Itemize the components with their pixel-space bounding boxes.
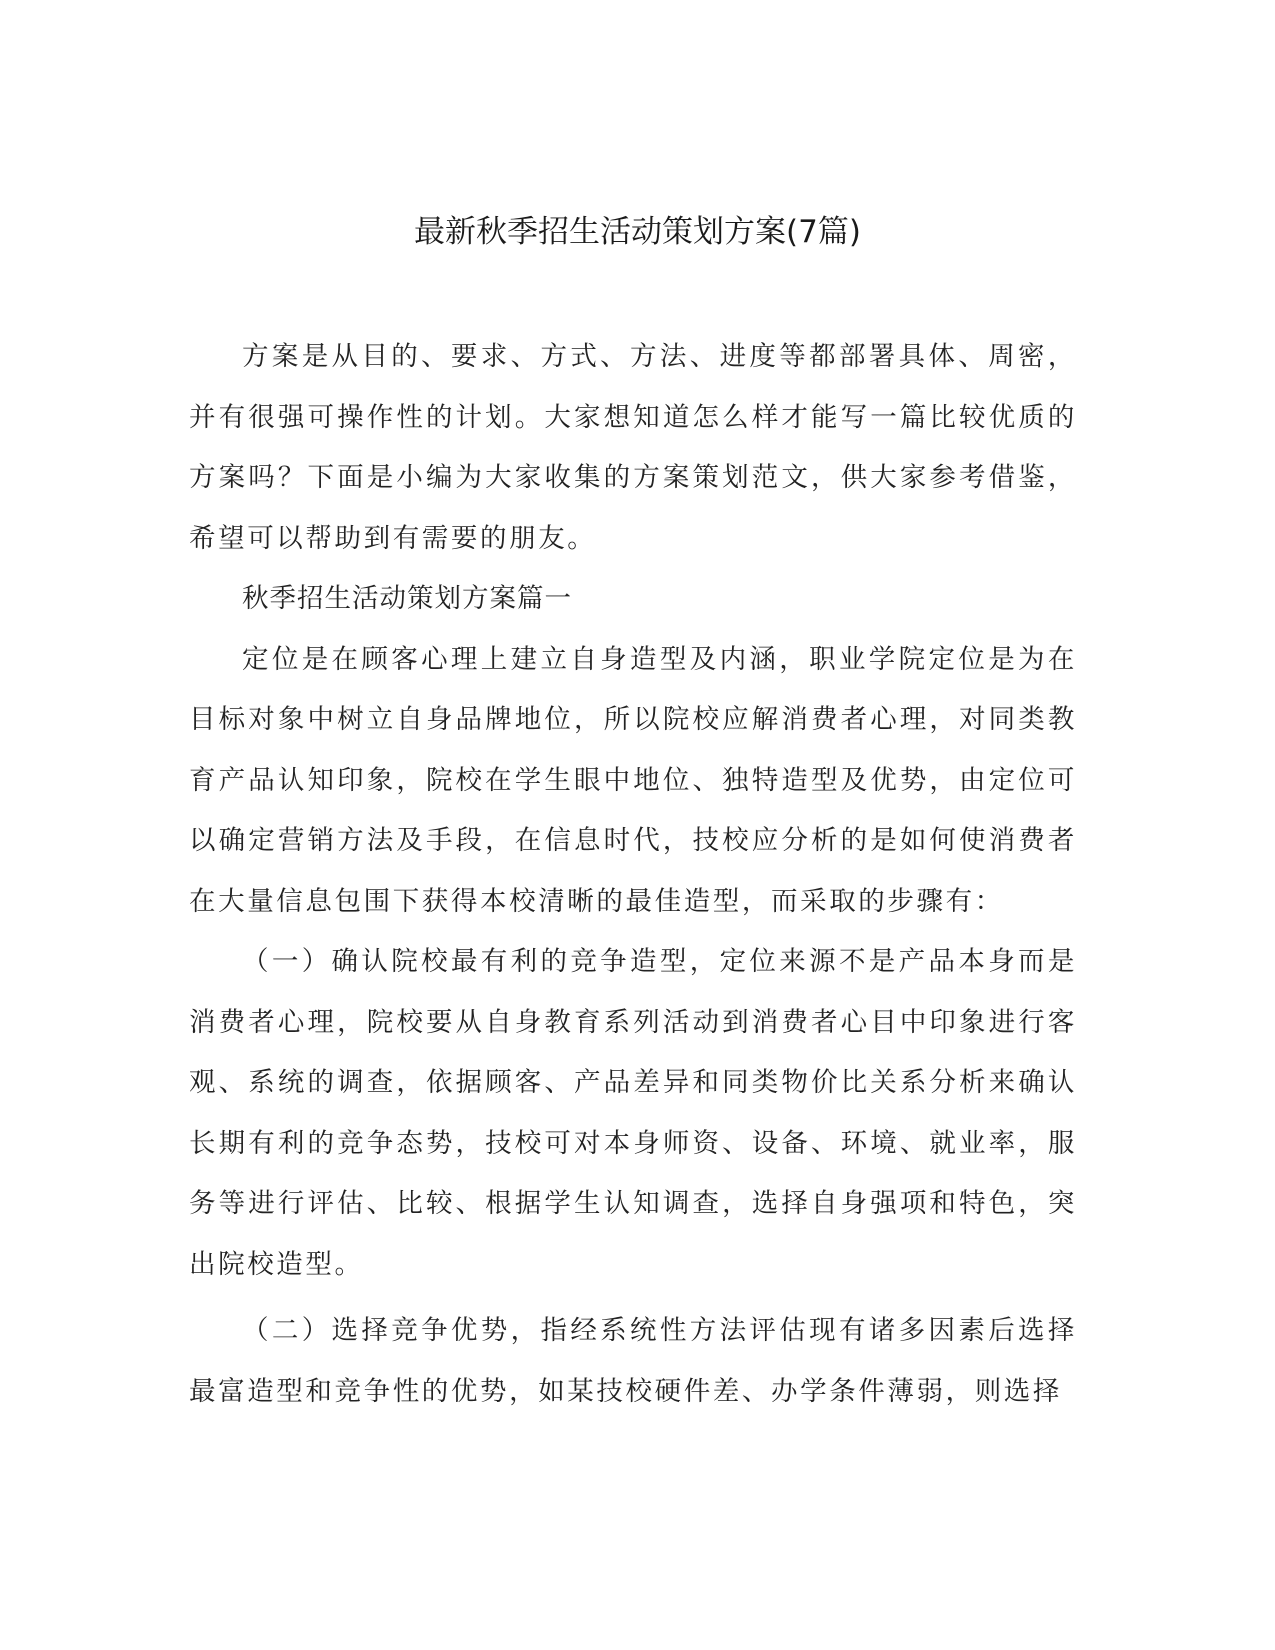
positioning-paragraph: 定位是在顾客心理上建立自身造型及内涵，职业学院定位是为在目标对象中树立自身品牌地位，所以院校应解消费者心理，对同类教育产品认知印象，院校在学生眼中地位、独特造型及优势，由定位可以确定营销方法及手段，在信息时代，技校应分析的是如何使消费者在大量信息包围下获得本校清晰的最佳造型，而采取的步骤有： <box>189 643 1077 917</box>
intro-paragraph: 方案是从目的、要求、方式、方法、进度等都部署具体、周密，并有很强可操作性的计划。大家想知道怎么样才能写一篇比较优质的方案吗？下面是小编为大家收集的方案策划范文，供大家参考借鉴，希望可以帮助到有需要的朋友。 <box>189 341 1077 554</box>
document-body <box>189 327 1077 1422</box>
section-heading: 秋季招生活动策划方案篇一 <box>242 583 572 614</box>
step-two-paragraph: （二）选择竞争优势，指经系统性方法评估现有诸多因素后选择最富造型和竞争性的优势，如某技校硬件差、办学条件薄弱，则选择 <box>189 1315 1077 1407</box>
step-one-paragraph: （一）确认院校最有利的竞争造型，定位来源不是产品本身而是消费者心理，院校要从自身教育系列活动到消费者心目中印象进行客观、系统的调查，依据顾客、产品差异和同类物价比关系分析来确认长期有利的竞争态势，技校可对本身师资、设备、环境、就业率，服务等进行评估、比较、根据学生认知调查，选择自身强项和特色，突出院校造型。 <box>189 946 1077 1280</box>
document-title: 最新秋季招生活动策划方案(7篇) <box>414 214 861 250</box>
